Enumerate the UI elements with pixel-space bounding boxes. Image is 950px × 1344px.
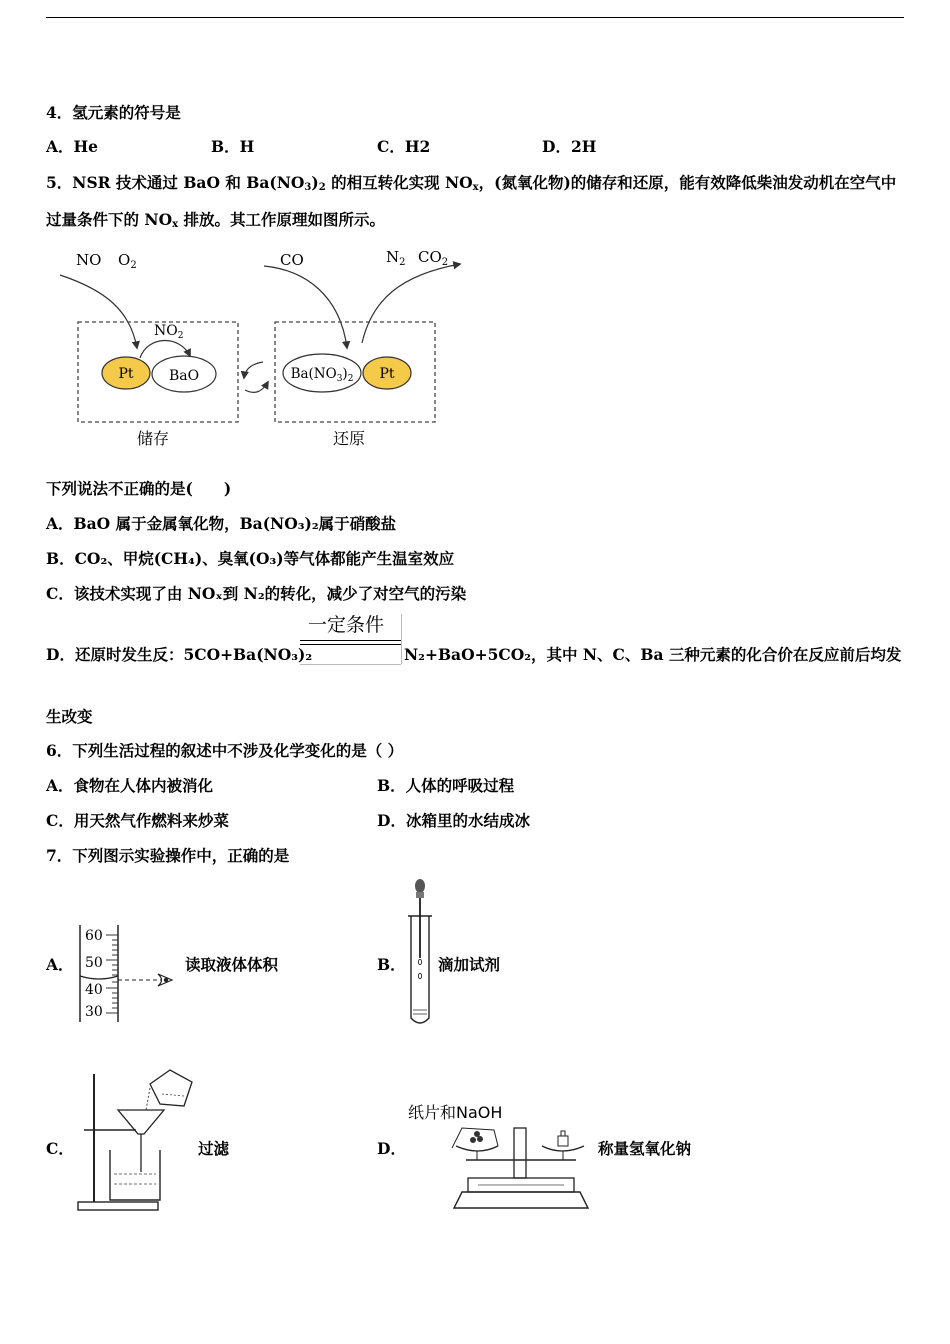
q5-option-c: C．该技术实现了由 NOₓ到 N₂的转化，减少了对空气的污染 [46,584,467,603]
q5-stem-1c: 的相互转化实现 NO [325,173,473,192]
q7-option-d-text: 称量氢氧化钠 [598,1139,692,1158]
co-label: CO [280,251,304,269]
reaction-box-right [401,614,402,664]
o2-label: $O_2$ [118,251,137,271]
cycle-arrow-top [244,362,263,378]
q4-option-a: A．He [46,137,99,156]
q5-option-a: A．BaO 属于金属氧化物，Ba(NO₃)₂属于硝酸盐 [46,514,397,533]
q7-stem: 7．下列图示实验操作中，正确的是 [46,846,290,865]
no2-arrow [140,340,190,358]
q5-stem-line1 [46,173,896,198]
q5-option-d-part2: N₂+BaO+5CO₂，其中 N、C、Ba 三种元素的化合价在反应前后均发 [404,645,902,664]
q4-option-c: C．H2 [377,137,431,156]
q6-option-c: C．用天然气作燃料来炒菜 [46,811,229,830]
q5-stem-sub3: 3 [304,182,312,193]
bao-label: BaO [168,368,200,384]
no2-label: $NO_2$ [154,323,184,341]
q5-stem-1d: ，(氮氧化物)的储存和还原，能有效降低柴油发动机在空气中 [478,173,897,192]
reduction-caption: 还原 [332,429,366,448]
filtration-figure [74,1062,199,1214]
reaction-equals-top [300,640,401,641]
q5-stem-2b: 排放。其工作原理如图所示。 [178,210,385,229]
q7-option-a-text: 读取液体体积 [185,955,279,974]
q6-option-a: A．食物在人体内被消化 [46,776,214,795]
q7-option-c-letter: C． [46,1139,74,1158]
q4-option-b: B．H [211,137,255,156]
inlet-arrow-left [60,275,137,348]
pt-left-label: Pt [118,366,134,382]
cylinder-tick-40: 40 [85,982,103,998]
q6-stem: 6．下列生活过程的叙述中不涉及化学变化的是（ ） [46,741,404,760]
q6-option-b: B．人体的呼吸过程 [377,776,515,795]
q6-option-d: D．冰箱里的水结成冰 [377,811,530,830]
bano3-label: $Ba(NO_3)_2$ [290,366,354,384]
no-label: NO [76,251,102,269]
nsr-diagram [50,240,480,455]
balance-label: 纸片和NaOH [408,1103,503,1122]
cylinder-figure [70,920,180,1028]
q5-stem-1a: 5．NSR 技术通过 BaO 和 Ba(NO [46,173,305,192]
n2-label: $N_2$ [386,248,406,268]
q7-option-c-text: 过滤 [198,1139,230,1158]
cylinder-tick-60: 60 [85,928,103,944]
q5-option-b: B．CO₂、甲烷(CH₄)、臭氧(O₃)等气体都能产生温室效应 [46,549,455,568]
header-rule [46,17,904,18]
cycle-arrow-bottom [245,382,268,392]
q5-stem-sub2: 2 [318,182,326,193]
cylinder-tick-30: 30 [85,1004,103,1020]
q5-stem-2subx: x [172,219,179,230]
pt-right-label: Pt [379,366,395,382]
q7-option-b-letter: B． [377,955,406,974]
q5-stem-2a: 过量条件下的 NO [46,210,173,229]
q7-option-d-letter: D． [377,1139,406,1158]
q4-stem: 4．氢元素的符号是 [46,103,181,122]
q5-stem-1b: ) [311,173,319,192]
q5-option-d-part1: D．还原时发生反：5CO+Ba(NO₃)₂ [46,645,313,664]
reaction-equals-bottom [300,644,401,645]
q5-stem-subx: x [472,182,479,193]
outlet-arrow [362,264,460,343]
reaction-box-bottom [300,664,401,665]
reaction-condition: 一定条件 [308,614,385,636]
q7-option-b-text: 滴加试剂 [438,955,501,974]
q5-question: 下列说法不正确的是( ) [46,479,232,498]
dropper-figure [400,876,440,1031]
q4-option-d: D．2H [542,137,597,156]
q7-option-a-letter: A． [46,955,74,974]
cylinder-tick-50: 50 [85,955,103,971]
co-arrow [264,266,347,348]
q5-option-d-part3: 生改变 [46,707,93,726]
storage-caption: 储存 [136,429,170,448]
co2-label: $CO_2$ [418,248,449,268]
q5-stem-line2 [46,210,385,235]
balance-figure [448,1120,593,1215]
